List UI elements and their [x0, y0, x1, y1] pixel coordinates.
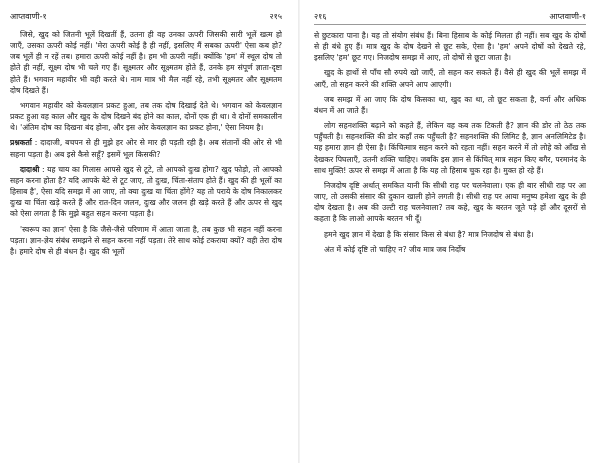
paragraph	[10, 29, 282, 96]
paragraph	[314, 244, 586, 255]
speaker-label: प्रश्नकर्ता	[10, 138, 32, 148]
paragraph-text: लोग सहनशक्ति बढ़ाने को कहते हैं, लेकिन वह कब तक टिकती है? ज्ञान की डोर तो ठेठ तक पहुँचती है। सहनशक्ति की डोर कहाँ तक पहुँचती है? सहनशक्ति की लिमिट है, ज्ञान अनलिमिटेड है। यह हमारा ज्ञान ही ऐसा है। किंचित्मात्र सहन करने को रहता नहीं। सहन करने में तो लोहे को आँख से देखकर पिघलाएँ, उतनी शक्ति चाहिए। जबकि इस ज्ञान से किंचित् मात्र सहन किए बगैर, परमानंद के साथ मुक्ति! ऊपर से समझ में आता है कि यह तो हिसाब चुक रहा है। मुक्त हो रहे हैं।	[314, 121, 586, 175]
paragraph-text: जिसे, खुद को जितनी भूलें दिखतीं हैं, उतना ही वह उनका ऊपरी जिसकी सारी भूलें खत्म हो जाएँ, उसका ऊपरी कोई नहीं। 'मेरा ऊपरी कोई है ही नहीं, इसलिए मैं सबका ऊपरी' ऐसा कब हो? जब भूलें ही न रहें तब। हमारा ऊपरी कोई नहीं है। हम भी ऊपरी नहीं। क्योंकि 'हम' में स्थूल दोष तो होते ही नहीं, सूक्ष्म दोष भी चले गए हैं। सूक्ष्मतर और सूक्ष्मतम होते हैं, उनके हम संपूर्ण ज्ञाता-दृष्टा होते हैं। भगवान महावीर भी वही करते थे। नाम मात्र भी मैल नहीं रहे, तभी सूक्ष्मतर और सूक्ष्मतम दोष दिखते हैं।	[10, 30, 282, 95]
book-gutter	[298, 0, 300, 463]
paragraph	[10, 224, 282, 257]
left-page	[10, 0, 282, 463]
right-page-number: २१६	[314, 12, 327, 21]
paragraph	[10, 137, 282, 159]
paragraph-text: हमने खुद ज्ञान में देखा है कि संसार किस से बंधा है? मात्र निजदोष से बंधा है।	[324, 229, 534, 239]
paragraph	[314, 229, 586, 240]
left-page-body	[10, 29, 282, 257]
paragraph-text: जब समझ में आ जाए कि दोष किसका था, खुद का था, तो छूट सकता है, वर्ना और अधिक बंधन में आ जाते हैं।	[314, 94, 586, 115]
paragraph-text: से छुटकारा पाना है। यह तो संयोग संबंध हैं। बिना हिसाब के कोई मिलता ही नहीं। सब खुद के दोषों से ही बंधे हुए हैं। मात्र खुद के दोष देखने से छूट सके, ऐसा है। 'हम' अपने दोषों को देखते रहे, इसलिए 'हम' छूट गए। निजदोष समझ में आए, तो दोषों से छूटा जाता है।	[314, 31, 586, 63]
paragraph	[314, 94, 586, 116]
left-book-title: आप्तवाणी-१	[10, 12, 47, 21]
paragraph	[10, 100, 282, 133]
right-page	[314, 0, 586, 463]
paragraph	[314, 67, 586, 89]
paragraph-text: खुद के हाथों से पाँच सौ रुपये खो जाएँ, तो सहन कर सकते हैं। वैसे ही खुद की भूलें समझ में आएँ, तो सहन करने की शक्ति अपने आप आएगी।	[314, 68, 586, 89]
paragraph-text: : यह चाय का गिलास आपसे खुद से टूटे, तो आपको दुःख होगा? खुद फोड़ो, तो आपको सहन करना होता है? यदि आपके बेटे से टूट जाए, तो दुःख, चिंता-संताप होते हैं। खुद की ही भूलों का हिसाब है', ऐसा यदि समझ में आ जाए, तो क्या दुःख या चिंता होंगे? यह तो पराये के दोष निकालकर दुःख या चिंता खड़े करते हैं और रात-दिन जलन, दुःख और जलन ही खड़े करते हैं और ऊपर से खुद को ऐसा लगता है कि मुझे बहुत सहन करना पड़ता है।	[10, 164, 282, 219]
right-page-header	[314, 0, 586, 25]
paragraph-text: : दादाजी, बचपन से ही मुझे हर ओर से मार ही पड़ती रही है। अब संतानों की ओर से भी सहना पड़ता है। अब इसे कैसे सहूँ? इसमें भूल किसकी?	[10, 138, 282, 159]
paragraph	[314, 120, 586, 176]
paragraph-text: अंत में कोई दृष्टि तो चाहिए न? जीव मात्र जब निर्दोष	[324, 244, 466, 254]
left-page-number: २१५	[269, 12, 282, 21]
right-book-title: आप्तवाणी-१	[549, 12, 586, 21]
right-page-body	[314, 30, 586, 255]
paragraph-text: 'स्वरूप का ज्ञान' ऐसा है कि जैसे-जैसे परिणाम में आता जाता है, तब कुछ भी सहन नहीं करना पड़ता। ज्ञान-ज्ञेय संबंध समझने से सहन करना नहीं पड़ता। तेरे साथ कोई टकराया क्यों? वही तेरा दोष है। हमारे दोष से ही बंधन है। खुद की भूलों	[10, 224, 282, 256]
paragraph	[314, 30, 586, 63]
paragraph	[314, 180, 586, 225]
speaker-label: दादाश्री	[20, 164, 40, 174]
paragraph	[10, 164, 282, 220]
paragraph-text: भगवान महावीर को केवलज्ञान प्रकट हुआ, तब तक दोष दिखाई देते थे। भगवान को केवलज्ञान प्रकट हुआ वह काल और खुद के दोष दिखने बंद होने का काल, दोनों एक ही था। वे दोनों समकालीन थे। 'अंतिम दोष का दिखना बंद होना, और इस ओर केवलज्ञान का प्रकट होना,' ऐसा नियम है।	[10, 100, 282, 133]
paragraph-text: निजदोष दृष्टि अर्थात् समकित यानी कि सीधी राह पर चलनेवाला। एक ही बार सीधी राह पर आ जाए, तो उसकी संसार की दुकान खाली होने लगती है। सीधी राह पर आया मनुष्य हमेशा खुद के ही दोष देखता है। अब की उल्टी राह चलनेवाला? तब कहे, खुद के बरतन जूते पड़े हों और दूसरों से कहता है कि लाओ आपके बरतन भी दूँ।	[314, 180, 586, 224]
left-page-header	[10, 0, 282, 24]
